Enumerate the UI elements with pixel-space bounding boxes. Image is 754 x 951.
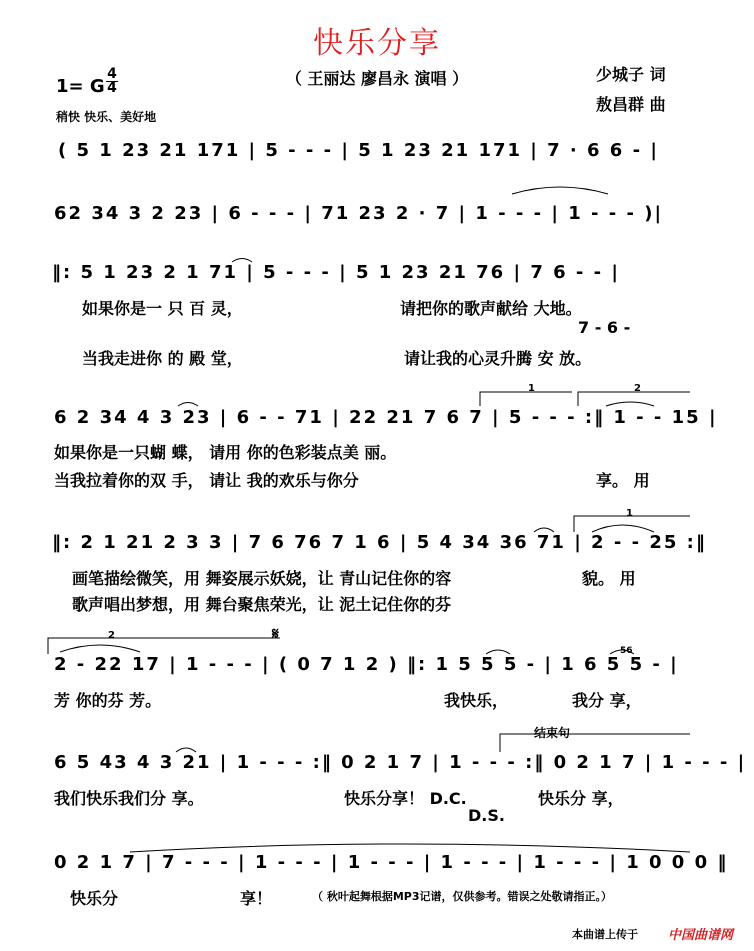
transcriber-note: （ 秋叶起舞根据MP3记谱，仅供参考。错误之处敬请指正。） <box>312 890 612 903</box>
row-3-notes: ‖: 5 1 23 2 1 71 | 5 - - - | 5 1 23 21 76 | 7 6 - - | <box>52 262 620 283</box>
row-7-notes: 6 5 43 4 3 21 | 1 - - - :‖ 0 2 1 7 | 1 - - - :‖ 0 2 1 7 | 1 - - - | <box>54 752 747 773</box>
lyric-r4c: 享。 用 <box>596 471 650 490</box>
volta-2-label: 2 <box>634 383 641 394</box>
ending-label: 结束句 <box>534 726 571 740</box>
lyric-r7b: 快乐分享！ D.C. <box>344 789 467 808</box>
lyric-r5c: 歌声唱出梦想，用 舞台聚焦荣光，让 泥土记住你的芬 <box>72 595 452 614</box>
volta-2-bracket <box>578 392 690 406</box>
notation-row-2 <box>0 203 754 233</box>
lyric-r6a: 芳 你的芬 芳。 <box>54 691 162 710</box>
lyric-r3d: 请让我的心灵升腾 安 放。 <box>404 349 592 368</box>
notation-row-5 <box>0 532 754 562</box>
lyric-r7a: 我们快乐我们分 享。 <box>54 789 204 808</box>
lyricist-credit: 少城子 词 <box>596 65 666 84</box>
upload-note: 本曲谱上传于 <box>572 928 638 941</box>
composer-credit: 敖昌群 曲 <box>596 95 666 114</box>
notation-row-4 <box>0 407 754 437</box>
tempo-marking: 稍快 快乐、美好地 <box>56 110 157 124</box>
alt-notes-r3: 7 - 6 - <box>578 318 631 337</box>
volta-1-label: 1 <box>528 383 535 394</box>
ending-bracket <box>500 734 690 752</box>
lyric-r6c: 我分 享， <box>572 691 642 710</box>
key-signature: 1= G <box>56 76 105 97</box>
notation-row-7 <box>0 752 754 782</box>
tie-r4a <box>178 403 198 407</box>
lyric-r3c: 当我走进你 的 殿 堂， <box>82 349 243 368</box>
lyric-r7d: D.S. <box>468 806 505 825</box>
row-5-notes: ‖: 2 1 21 2 3 3 | 7 6 76 7 1 6 | 5 4 34 36 71 | 2 - - 25 :‖ <box>52 532 707 553</box>
notation-row-8 <box>0 852 754 882</box>
time-signature <box>106 68 118 95</box>
row-8-notes: 0 2 1 7 | 7 - - - | 1 - - - | 1 - - - | 1 - - - | 1 - - - | 1 0 0 0 ‖ <box>54 852 729 873</box>
notation-row-6 <box>0 654 754 684</box>
row-4-notes: 6 2 34 4 3 23 | 6 - - 71 | 22 21 7 6 7 | 5 - - - :‖ 1 - - 15 | <box>54 407 718 428</box>
tie-r5b <box>592 525 654 532</box>
lyric-r8b: 享！ <box>240 889 273 908</box>
lyric-r4b: 当我拉着你的双 手， 请让 我的欢乐与你分 <box>54 471 359 490</box>
notation-row-1 <box>0 140 754 170</box>
row-2-notes: 62 34 3 2 23 | 6 - - - | 71 23 2 · 7 | 1 - - - | 1 - - - )| <box>54 203 664 224</box>
volta-1b-label: 1 <box>626 508 633 519</box>
tie-r8 <box>130 844 690 852</box>
segno-sign: 𝄋 <box>272 624 279 643</box>
notation-row-3 <box>0 262 754 292</box>
time-sig-top: 4 <box>107 66 117 82</box>
lyric-r7c: 快乐分 享， <box>538 789 624 808</box>
row-1-notes: ( 5 1 23 21 171 | 5 - - - | 5 1 23 21 171 | 7 · 6 6 - | <box>58 140 659 161</box>
tie-r2 <box>512 187 608 194</box>
volta-2b-label: 2 <box>108 630 115 641</box>
lyric-r5b: 貌。 用 <box>582 569 636 588</box>
lyric-r5a: 画笔描绘微笑，用 舞姿展示妖娆，让 青山记住你的容 <box>72 569 452 588</box>
tie-r6a <box>60 645 140 652</box>
lyric-r3a: 如果你是一 只 百 灵， <box>82 299 243 318</box>
site-logo: 中国曲谱网 <box>668 928 734 943</box>
grace-note: 56 <box>620 646 633 656</box>
singers-credit: （ 王丽达 廖昌永 演唱 ） <box>285 69 469 88</box>
tie-r4b <box>606 402 654 406</box>
song-title: 快乐分享 <box>313 26 441 61</box>
volta-1-bracket <box>480 392 572 406</box>
lyric-r8a: 快乐分 <box>70 889 119 908</box>
lyric-r6b: 我快乐， <box>444 691 509 710</box>
lyric-r3b: 请把你的歌声献给 大地。 <box>400 299 582 318</box>
volta-2b-bracket <box>48 638 280 654</box>
row-6-notes: 2 - 22 17 | 1 - - - | ( 0 7 1 2 ) ‖: 1 5 5 5 - | 1 6 5 5 - | <box>54 654 679 675</box>
time-sig-bottom: 4 <box>107 80 117 96</box>
lyric-r4a: 如果你是一只蝴 蝶， 请用 你的色彩装点美 丽。 <box>54 443 397 462</box>
